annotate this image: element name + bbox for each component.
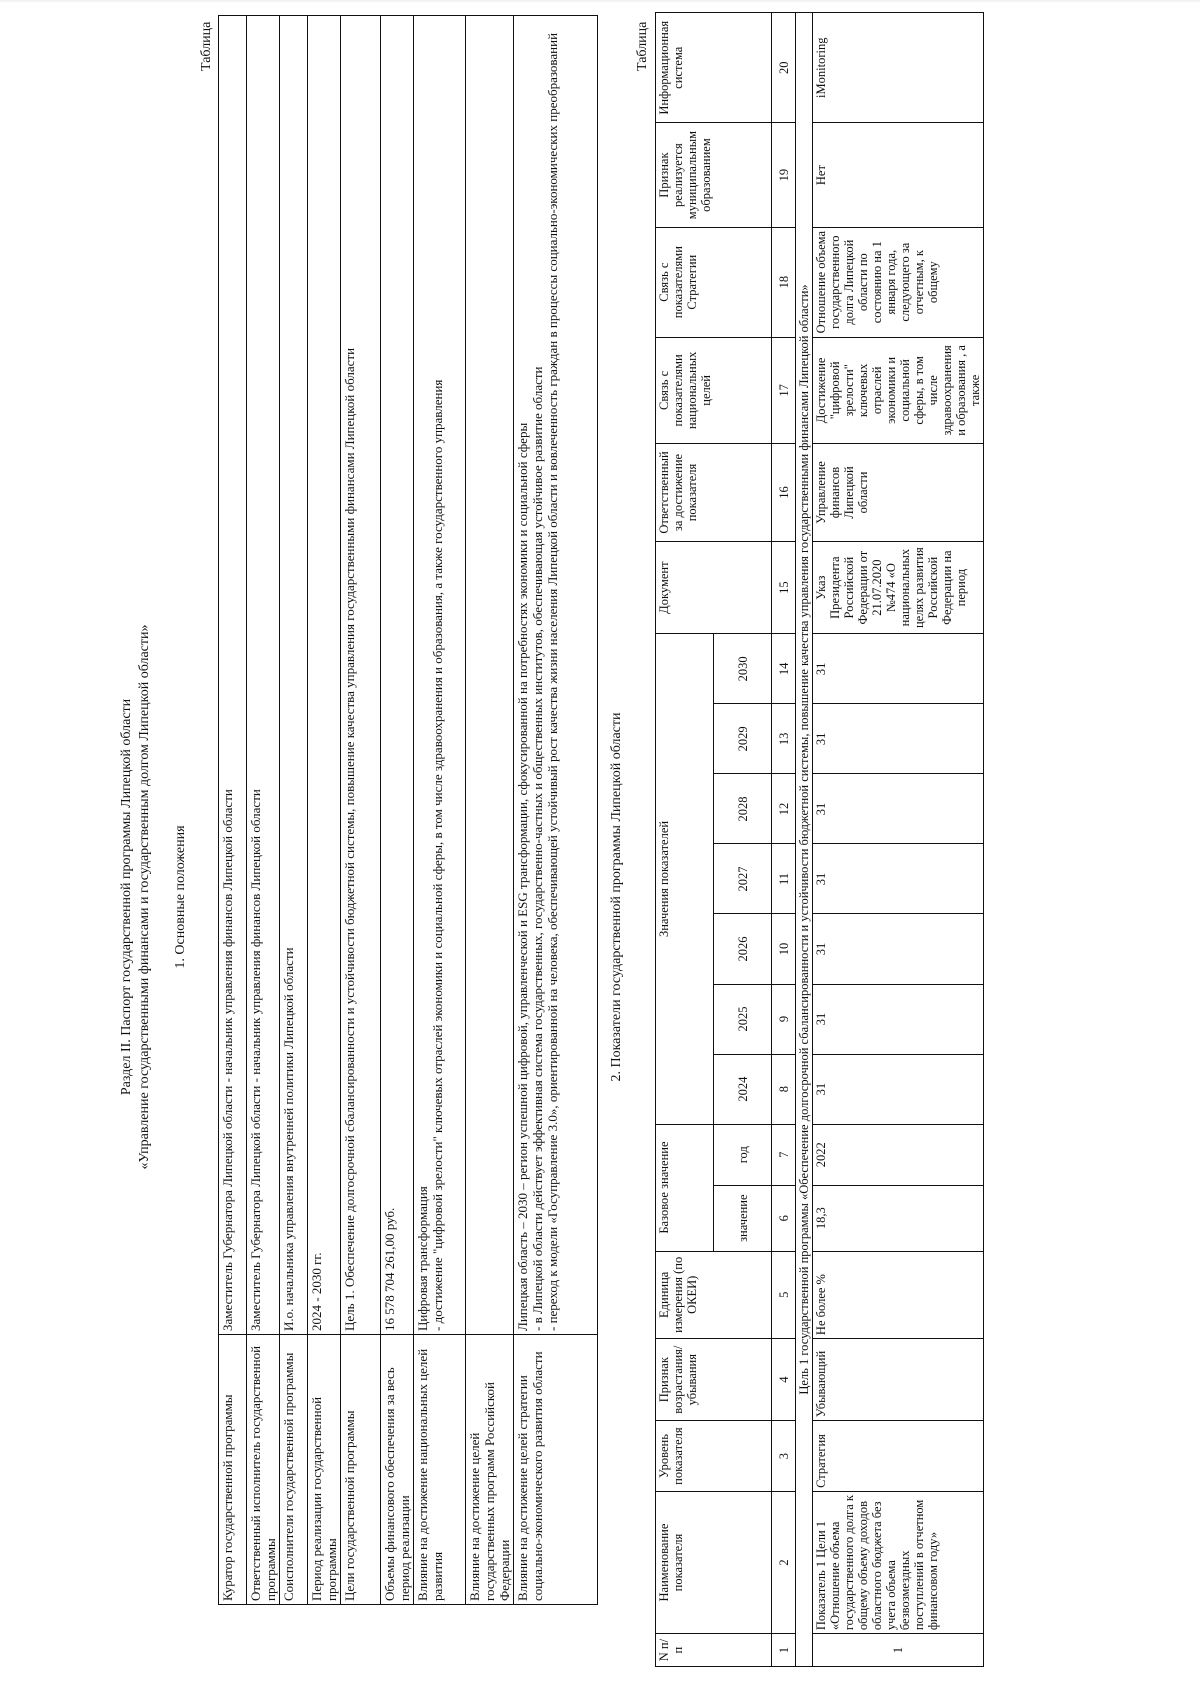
table-label-1: Таблица — [199, 21, 214, 71]
col-number: 18 — [772, 227, 796, 337]
col-year: 2029 — [714, 704, 772, 774]
ind-base-value: 18,3 — [813, 1185, 984, 1251]
passport-value: Липецкая область – 2030 – регион успешной цифровой, управленческой и ESG трансформации, сфокусированной на потребностях экономики и социальной сферы - в Липецкой области действует эффективная система государственных, государственно-частных и общественных институтов, обеспечивающая устойчивое развитие области - переход к модели «Госуправление 3.0», ориентированной на человека, обеспечивающей устойчивый рост качества жизни населения Липецкой области и вовлеченность граждан в процессы социально-экономических преобразований — [514, 16, 598, 1335]
col-year: 2030 — [714, 634, 772, 704]
ind-value: 31 — [813, 984, 984, 1054]
ind-value: 31 — [813, 634, 984, 704]
ind-resp: Управление финансов Липецкой области — [813, 444, 984, 542]
ind-name: Показатель 1 Цели 1 «Отношение объема государственного долга к общему объему доходов областного бюджета без учета объема безвозмездных поступлений в отчетном финансовом году» — [813, 1491, 984, 1633]
col-number: 20 — [772, 13, 796, 124]
passport-value — [466, 16, 514, 1335]
ind-value: 31 — [813, 1054, 984, 1124]
passport-label: Влияние на достижение целей стратегии социально-экономического развития области — [514, 1335, 598, 1605]
ind-value: 31 — [813, 914, 984, 984]
col-number: 11 — [772, 844, 796, 914]
passport-row — [308, 16, 341, 1605]
passport-label: Влияние на достижение целей государственных программ Российской Федерации — [466, 1335, 514, 1605]
passport-value: Заместитель Губернатора Липецкой области - начальник управления финансов Липецкой области — [219, 16, 247, 1335]
passport-label: Влияние на достижение национальных целей развития — [414, 1335, 466, 1605]
indicators-table — [655, 12, 984, 1667]
col-number: 5 — [772, 1251, 796, 1339]
col-number: 10 — [772, 914, 796, 984]
passport-label: Период реализации государственной программы — [308, 1335, 341, 1605]
col-number: 15 — [772, 541, 796, 633]
ind-value: 31 — [813, 774, 984, 844]
col-year: 2024 — [714, 1054, 772, 1124]
col-info: Информационная система — [656, 13, 772, 124]
col-resp: Ответственный за достижение показателя — [656, 444, 772, 542]
passport-value: Цифровая трансформация - достижение "цифровой зрелости" ключевых отраслей экономики и социальной сферы, в том числе здравоохранения и образования, а также государственного управления — [414, 16, 466, 1335]
goal-row: Цель 1 государственной программы «Обеспечение долгосрочной сбалансированности и устойчивости бюджетной системы, повышение качества управления государственными финансами Липецкой области» — [796, 13, 813, 1667]
passport-row — [219, 16, 247, 1605]
passport-label: Соисполнители государственной программы — [280, 1335, 308, 1605]
ind-value: 31 — [813, 704, 984, 774]
col-trend: Признак возрастания/убывания — [656, 1339, 772, 1421]
col-name: Наименование показателя — [656, 1491, 772, 1633]
col-number: 16 — [772, 444, 796, 542]
col-doc: Документ — [656, 541, 772, 633]
ind-unit: Не более % — [813, 1251, 984, 1339]
col-n: N п/п — [656, 1634, 772, 1667]
col-number: 19 — [772, 123, 796, 227]
col-number: 1 — [772, 1634, 796, 1667]
passport-value: 2024 - 2030 гг. — [308, 16, 341, 1335]
subsection-2-title: 2. Показатели государственной программы Липецкой области — [609, 712, 624, 1082]
col-number: 14 — [772, 634, 796, 704]
col-number: 2 — [772, 1491, 796, 1633]
passport-value: 16 578 704 261,00 руб. — [381, 16, 414, 1335]
passport-label: Цели государственной программы — [341, 1335, 381, 1605]
col-level: Уровень показателя — [656, 1421, 772, 1492]
ind-n: 1 — [813, 1634, 984, 1667]
col-base-year: год — [714, 1124, 772, 1185]
col-number: 12 — [772, 774, 796, 844]
program-name: «Управление государственными финансами и государственным долгом Липецкой области» — [137, 624, 152, 1170]
passport-value: И.о. начальника управления внутренней политики Липецкой области — [280, 16, 308, 1335]
col-number: 17 — [772, 337, 796, 443]
col-nat: Связь с показателями национальных целей — [656, 337, 772, 443]
col-year: 2026 — [714, 914, 772, 984]
col-strat: Связь с показателями Стратегии — [656, 227, 772, 337]
col-base-value: значение — [714, 1185, 772, 1251]
passport-table — [218, 15, 598, 1605]
ind-level: Стратегия — [813, 1421, 984, 1492]
col-values: Значения показателей — [656, 634, 714, 1124]
col-mun: Признак реализуется муниципальным образованием — [656, 123, 772, 227]
passport-row — [414, 16, 466, 1605]
ind-value: 31 — [813, 844, 984, 914]
col-number: 7 — [772, 1124, 796, 1185]
passport-label: Ответственный исполнитель государственной программы — [247, 1335, 280, 1605]
col-year: 2027 — [714, 844, 772, 914]
passport-row — [466, 16, 514, 1605]
table-label-2: Таблица — [635, 21, 650, 71]
passport-value: Цель 1. Обеспечение долгосрочной сбалансированности и устойчивости бюджетной системы, повышение качества управления государственными финансами Липецкой области — [341, 16, 381, 1335]
passport-value: Заместитель Губернатора Липецкой области - начальник управления финансов Липецкой области — [247, 16, 280, 1335]
col-year: 2025 — [714, 984, 772, 1054]
col-number: 4 — [772, 1339, 796, 1421]
passport-label: Куратор государственной программы — [219, 1335, 247, 1605]
col-number: 9 — [772, 984, 796, 1054]
col-year: 2028 — [714, 774, 772, 844]
col-unit: Единица измерения (по ОКЕИ) — [656, 1251, 772, 1339]
passport-row — [514, 16, 598, 1605]
col-number: 6 — [772, 1185, 796, 1251]
ind-doc: Указ Президента Российской Федерации от 21.07.2020 №474 «О национальных целях развития Российской Федерации на период — [813, 541, 984, 633]
col-base: Базовое значение — [656, 1124, 714, 1251]
passport-row — [280, 16, 308, 1605]
subsection-1-title: 1. Основные положения — [173, 825, 188, 969]
ind-strat: Отношение объема государственного долга Липецкой области по состоянию на 1 января года, следующего за отчетным, к общему — [813, 227, 984, 337]
col-number: 8 — [772, 1054, 796, 1124]
ind-mun: Нет — [813, 123, 984, 227]
passport-label: Объемы финансового обеспечения за весь период реализации — [381, 1335, 414, 1605]
col-number: 3 — [772, 1421, 796, 1492]
passport-row — [247, 16, 280, 1605]
col-number: 13 — [772, 704, 796, 774]
passport-row — [341, 16, 381, 1605]
ind-info: iMonitoring — [813, 13, 984, 124]
section-title: Раздел II. Паспорт государственной программы Липецкой области — [119, 698, 134, 1096]
passport-row — [381, 16, 414, 1605]
ind-base-year: 2022 — [813, 1124, 984, 1185]
ind-nat: Достижение "цифровой зрелости" ключевых отраслей экономики и социальной сферы, в том числе здравоохранения и образования , а также — [813, 337, 984, 443]
ind-trend: Убывающий — [813, 1339, 984, 1421]
